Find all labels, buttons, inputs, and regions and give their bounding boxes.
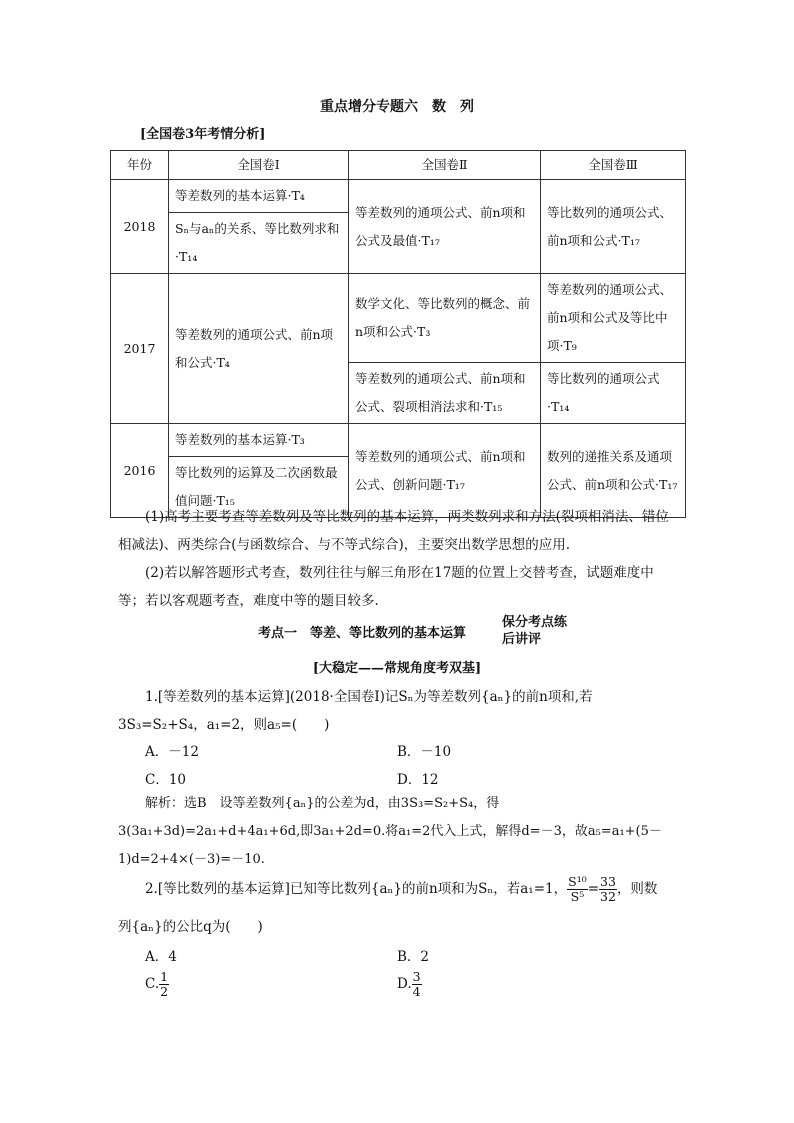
header-year: 年份	[111, 151, 169, 180]
q2-option-c-denominator: 2	[160, 984, 169, 999]
q1-option-c: C．10	[145, 772, 187, 788]
q2-option-d	[397, 970, 422, 999]
section-subtitle: [大稳定——常规角度考双基]	[312, 661, 482, 676]
cell-2017-paper2-a: 数学文化、等比数列的概念、前n项和公式·T₃	[349, 274, 541, 363]
cell-2016-paper3: 数列的递推关系及通项公式、前n项和公式·T₁₇	[541, 424, 686, 518]
question-2-stem-line-2: 列{aₙ}的公比q为( )	[118, 919, 263, 935]
q2-stem-text-c: ，则数	[616, 881, 658, 897]
q2-fraction-ratio	[567, 875, 588, 904]
q2-option-c-label: C.	[145, 976, 160, 992]
cell-2016-paper1-b: 等比数列的运算及二次函数最值问题·T₁₅	[169, 457, 349, 518]
exam-analysis-table	[110, 150, 686, 518]
section-title: 考点一 等差、等比数列的基本运算	[258, 626, 467, 641]
cell-2018-paper1-b: Sₙ与aₙ的关系、等比数列求和·T₁₄	[169, 213, 349, 274]
q2-option-b: B．2	[397, 949, 430, 965]
q2-option-d-numerator: 3	[412, 969, 421, 984]
q2-fraction2-denominator: 32	[600, 889, 616, 904]
q2-option-c	[145, 970, 169, 999]
q2-option-d-denominator: 4	[412, 984, 421, 999]
q2-stem-text-a: 2.[等比数列的基本运算]已知等比数列{aₙ}的前n项和为Sₙ，若a₁=1，	[145, 881, 568, 897]
header-paper-2: 全国卷Ⅱ	[349, 151, 541, 180]
question-1-stem: 1.[等差数列的基本运算](2018·全国卷Ⅰ)记Sₙ为等差数列{aₙ}的前n项和,若3S₃=S₂+S₄，a₁=2，则a₅=( )	[118, 689, 593, 733]
section-tag: 保分考点练后讲评	[502, 615, 568, 647]
q1-option-a: A．－12	[145, 744, 199, 760]
question-1-solution: 解析：选B 设等差数列{aₙ}的公差为d，由3S₃=S₂+S₄，得3(3a₁+3d)=2a₁+d+4a₁+6d,即3a₁+2d=0.将a₁=2代入上式，解得d=－3，故a₅=a₁+(5－1)d=2+4×(－3)=－10.	[118, 796, 662, 867]
cell-2016-paper1-a: 等差数列的基本运算·T₃	[169, 424, 349, 457]
q1-option-d: D．12	[397, 772, 439, 788]
year-2016: 2016	[111, 424, 169, 518]
analysis-paragraph-2: (2)若以解答题形式考查，数列往往与解三角形在17题的位置上交替考查，试题难度中等；若以客观题考查，难度中等的题目较多.	[118, 565, 654, 609]
cell-2018-paper1-a: 等差数列的基本运算·T₄	[169, 180, 349, 213]
page-title: 重点增分专题六 数 列	[320, 99, 474, 115]
q2-option-c-fraction	[159, 970, 169, 999]
q2-stem-text-b: =	[587, 881, 600, 897]
q2-fraction-numerator: S¹⁰	[568, 874, 587, 889]
header-paper-1: 全国卷Ⅰ	[169, 151, 349, 180]
cell-2017-paper1: 等差数列的通项公式、前n项和公式·T₄	[169, 274, 349, 424]
table-row	[111, 274, 686, 363]
q2-fraction-denominator: S⁵	[570, 889, 585, 904]
year-2018: 2018	[111, 180, 169, 274]
q2-option-d-label: D.	[397, 976, 412, 992]
q2-option-a: A．4	[145, 949, 177, 965]
q2-option-c-numerator: 1	[160, 969, 169, 984]
q1-option-b: B．－10	[397, 744, 452, 760]
table-header-row	[111, 151, 686, 180]
header-paper-3: 全国卷Ⅲ	[541, 151, 686, 180]
cell-2018-paper2: 等差数列的通项公式、前n项和公式及最值·T₁₇	[349, 180, 541, 274]
cell-2018-paper3: 等比数列的通项公式、前n项和公式·T₁₇	[541, 180, 686, 274]
cell-2017-paper3-a: 等差数列的通项公式、前n项和公式及等比中项·T₉	[541, 274, 686, 363]
analysis-paragraph-1: (1)高考主要考查等差数列及等比数列的基本运算，两类数列求和方法(裂项相消法、错位相减法)、两类综合(与函数综合、与不等式综合)，主要突出数学思想的应用.	[118, 509, 669, 553]
q2-option-d-fraction	[412, 970, 422, 999]
table-caption: [全国卷3年考情分析]	[140, 127, 266, 142]
q2-fraction-value	[599, 875, 617, 904]
cell-2017-paper2-b: 等差数列的通项公式、前n项和公式、裂项相消法求和·T₁₅	[349, 363, 541, 424]
cell-2017-paper3-b: 等比数列的通项公式·T₁₄	[541, 363, 686, 424]
question-2-stem-line-1	[145, 874, 657, 904]
q2-fraction2-numerator: 33	[600, 874, 616, 889]
table-row	[111, 180, 686, 213]
table-row	[111, 424, 686, 457]
year-2017: 2017	[111, 274, 169, 424]
cell-2016-paper2: 等差数列的通项公式、前n项和公式、创新问题·T₁₇	[349, 424, 541, 518]
